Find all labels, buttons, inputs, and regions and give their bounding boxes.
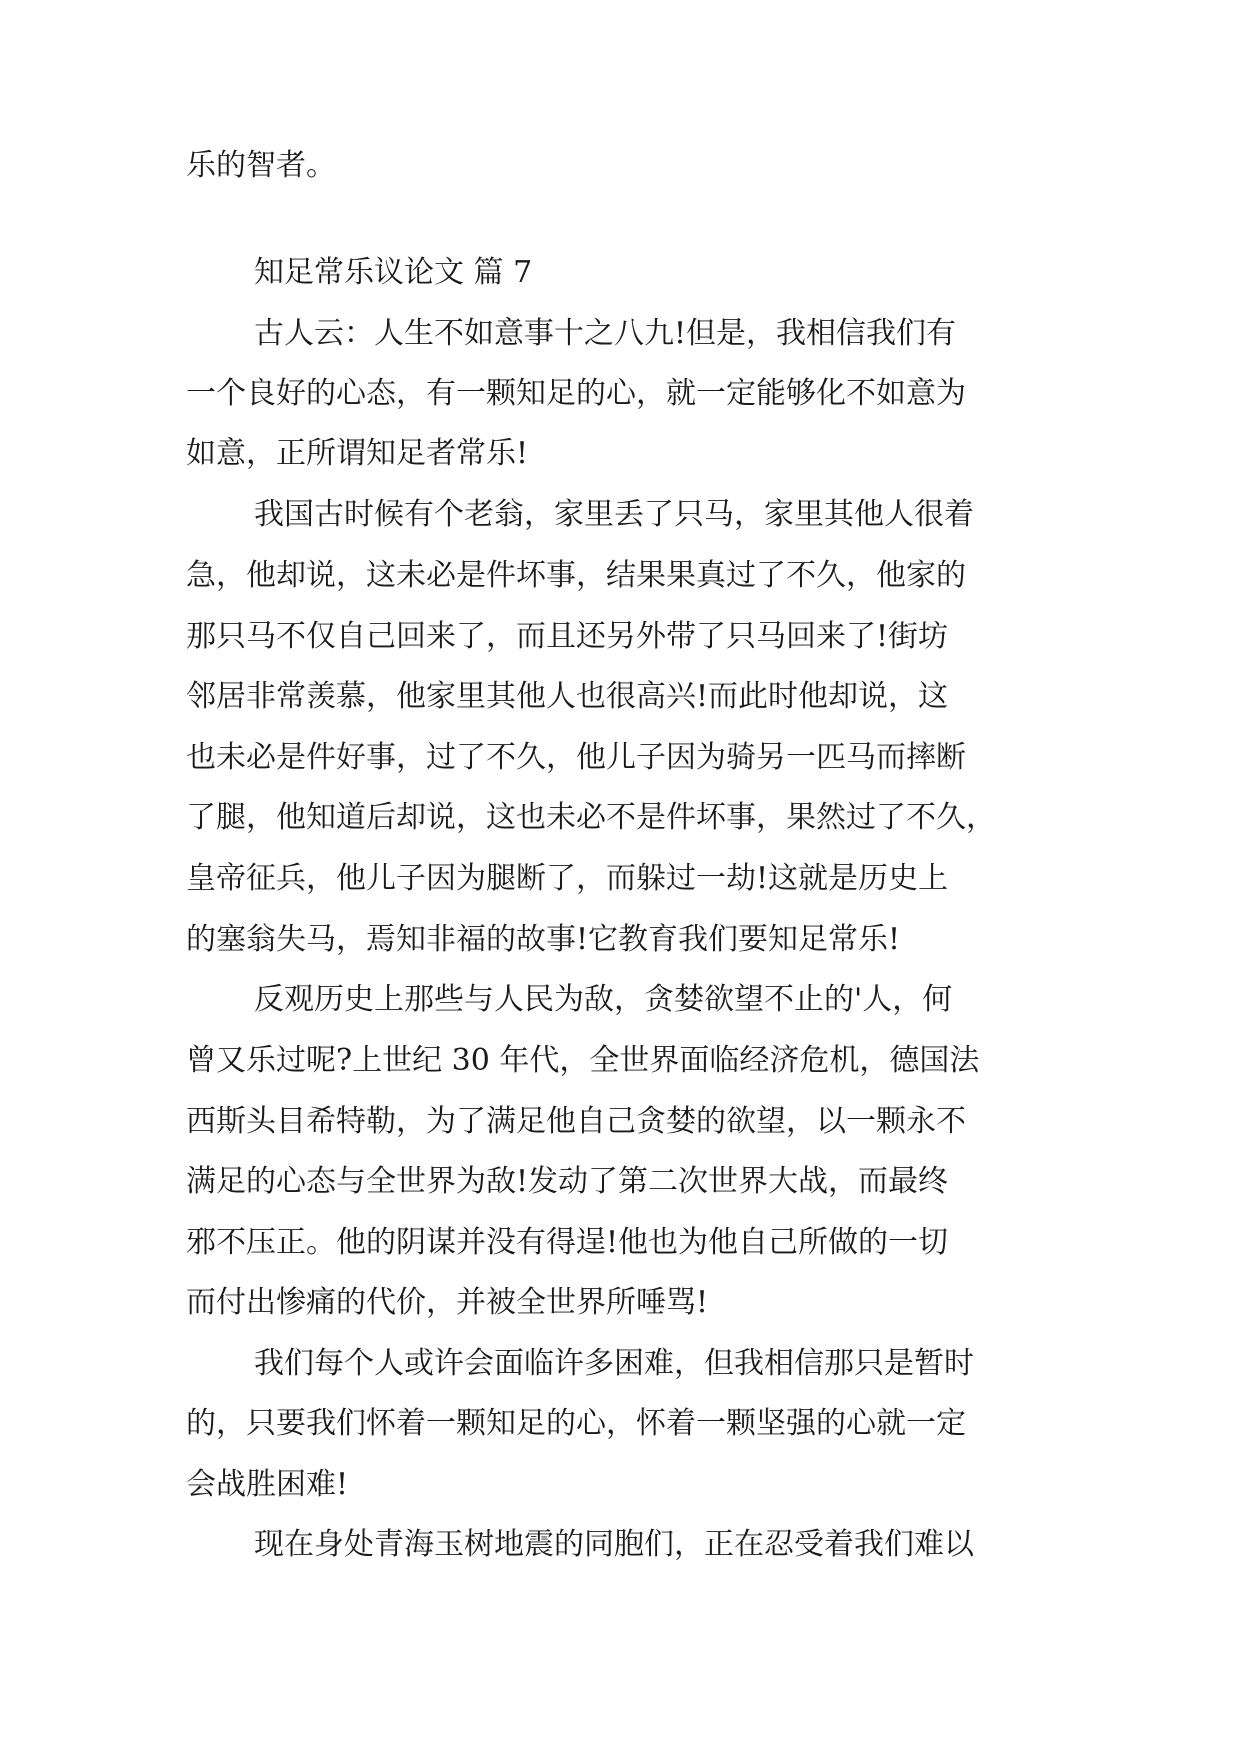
text-line: 皇帝征兵，他儿子因为腿断了，而躲过一劫!这就是历史上 [186,861,949,896]
text-line: 那只马不仅自己回来了，而且还另外带了只马回来了!街坊 [186,619,949,654]
text-line: 如意，正所谓知足者常乐! [186,436,529,471]
text-line: 满足的心态与全世界为敌!发动了第二次世界大战，而最终 [186,1164,949,1199]
text-line: 曾又乐过呢?上世纪 30 年代，全世界面临经济危机，德国法 [186,1043,980,1078]
text-line: 反观历史上那些与人民为敌，贪婪欲望不止的'人，何 [254,982,953,1017]
text-line: 急，他却说，这未必是件坏事，结果果真过了不久，他家的 [186,558,966,593]
text-line: 邻居非常羡慕，他家里其他人也很高兴!而此时他却说，这 [186,679,949,714]
text-line: 的塞翁失马，焉知非福的故事!它教育我们要知足常乐! [186,922,901,957]
text-line: 会战胜困难! [186,1467,349,1502]
text-line: 一个良好的心态，有一颗知足的心，就一定能够化不如意为 [186,376,966,411]
text-line: 现在身处青海玉树地震的同胞们，正在忍受着我们难以 [254,1527,974,1562]
text-line: 古人云：人生不如意事十之八九!但是，我相信我们有 [254,316,957,351]
text-line: 我国古时候有个老翁，家里丢了只马，家里其他人很着 [254,497,974,532]
text-line: 也未必是件好事，过了不久，他儿子因为骑另一匹马而摔断 [186,740,966,775]
text-line: 的，只要我们怀着一颗知足的心，怀着一颗坚强的心就一定 [186,1406,966,1441]
text-line: 而付出惨痛的代价，并被全世界所唾骂! [186,1285,709,1320]
text-line: 西斯头目希特勒，为了满足他自己贪婪的欲望，以一颗永不 [186,1104,966,1139]
section-heading: 知足常乐议论文 篇 7 [254,255,533,290]
text-line: 我们每个人或许会面临许多困难，但我相信那只是暂时 [254,1346,974,1381]
text-line: 邪不压正。他的阴谋并没有得逞!他也为他自己所做的一切 [186,1225,949,1260]
text-line: 乐的智者。 [186,148,336,183]
text-line: 了腿，他知道后却说，这也未必不是件坏事，果然过了不久， [186,800,996,835]
